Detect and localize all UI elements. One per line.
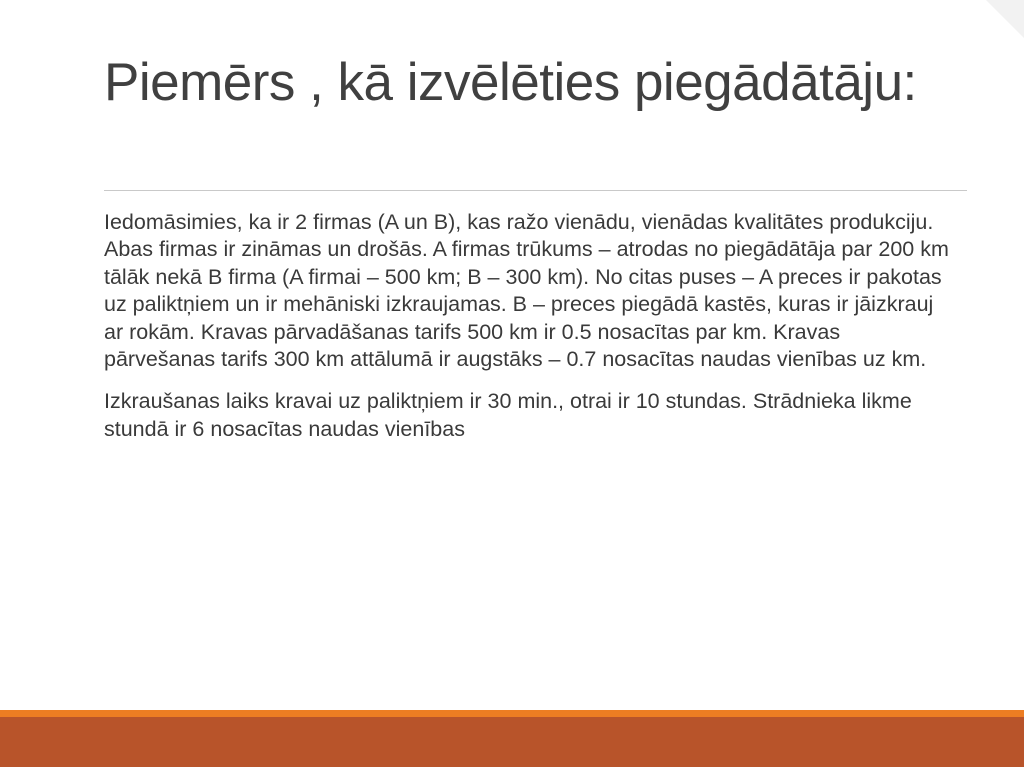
slide-title: Piemērs , kā izvēlēties piegādātāju:: [104, 53, 917, 112]
slide-body: [104, 209, 954, 458]
footer-band: [0, 717, 1024, 767]
footer-accent-stripe: [0, 710, 1024, 717]
body-paragraph-1: Iedomāsimies, ka ir 2 firmas (A un B), kas ražo vienādu, vienādas kvalitātes produkciju. Abas firmas ir zināmas un drošās. A firmas trūkums – atrodas no piegādātāja par 200 km tālāk nekā B firma (A firmai – 500 km; B – 300 km). No citas puses – A preces ir pakotas uz paliktņiem un ir mehāniski izkraujamas. B – preces piegādā kastēs, kuras ir jāizkrauj ar rokām. Kravas pārvadāšanas tarifs 500 km ir 0.5 nosacītas par km. Kravas pārvešanas tarifs 300 km attālumā ir augstāks – 0.7 nosacītas naudas vienības uz km.: [104, 210, 949, 372]
corner-fold-decoration: [986, 0, 1024, 38]
title-divider: [104, 190, 967, 191]
body-paragraph-2: Izkraušanas laiks kravai uz paliktņiem ir 30 min., otrai ir 10 stundas. Strādnieka likme stundā ir 6 nosacītas naudas vienības: [104, 389, 912, 441]
